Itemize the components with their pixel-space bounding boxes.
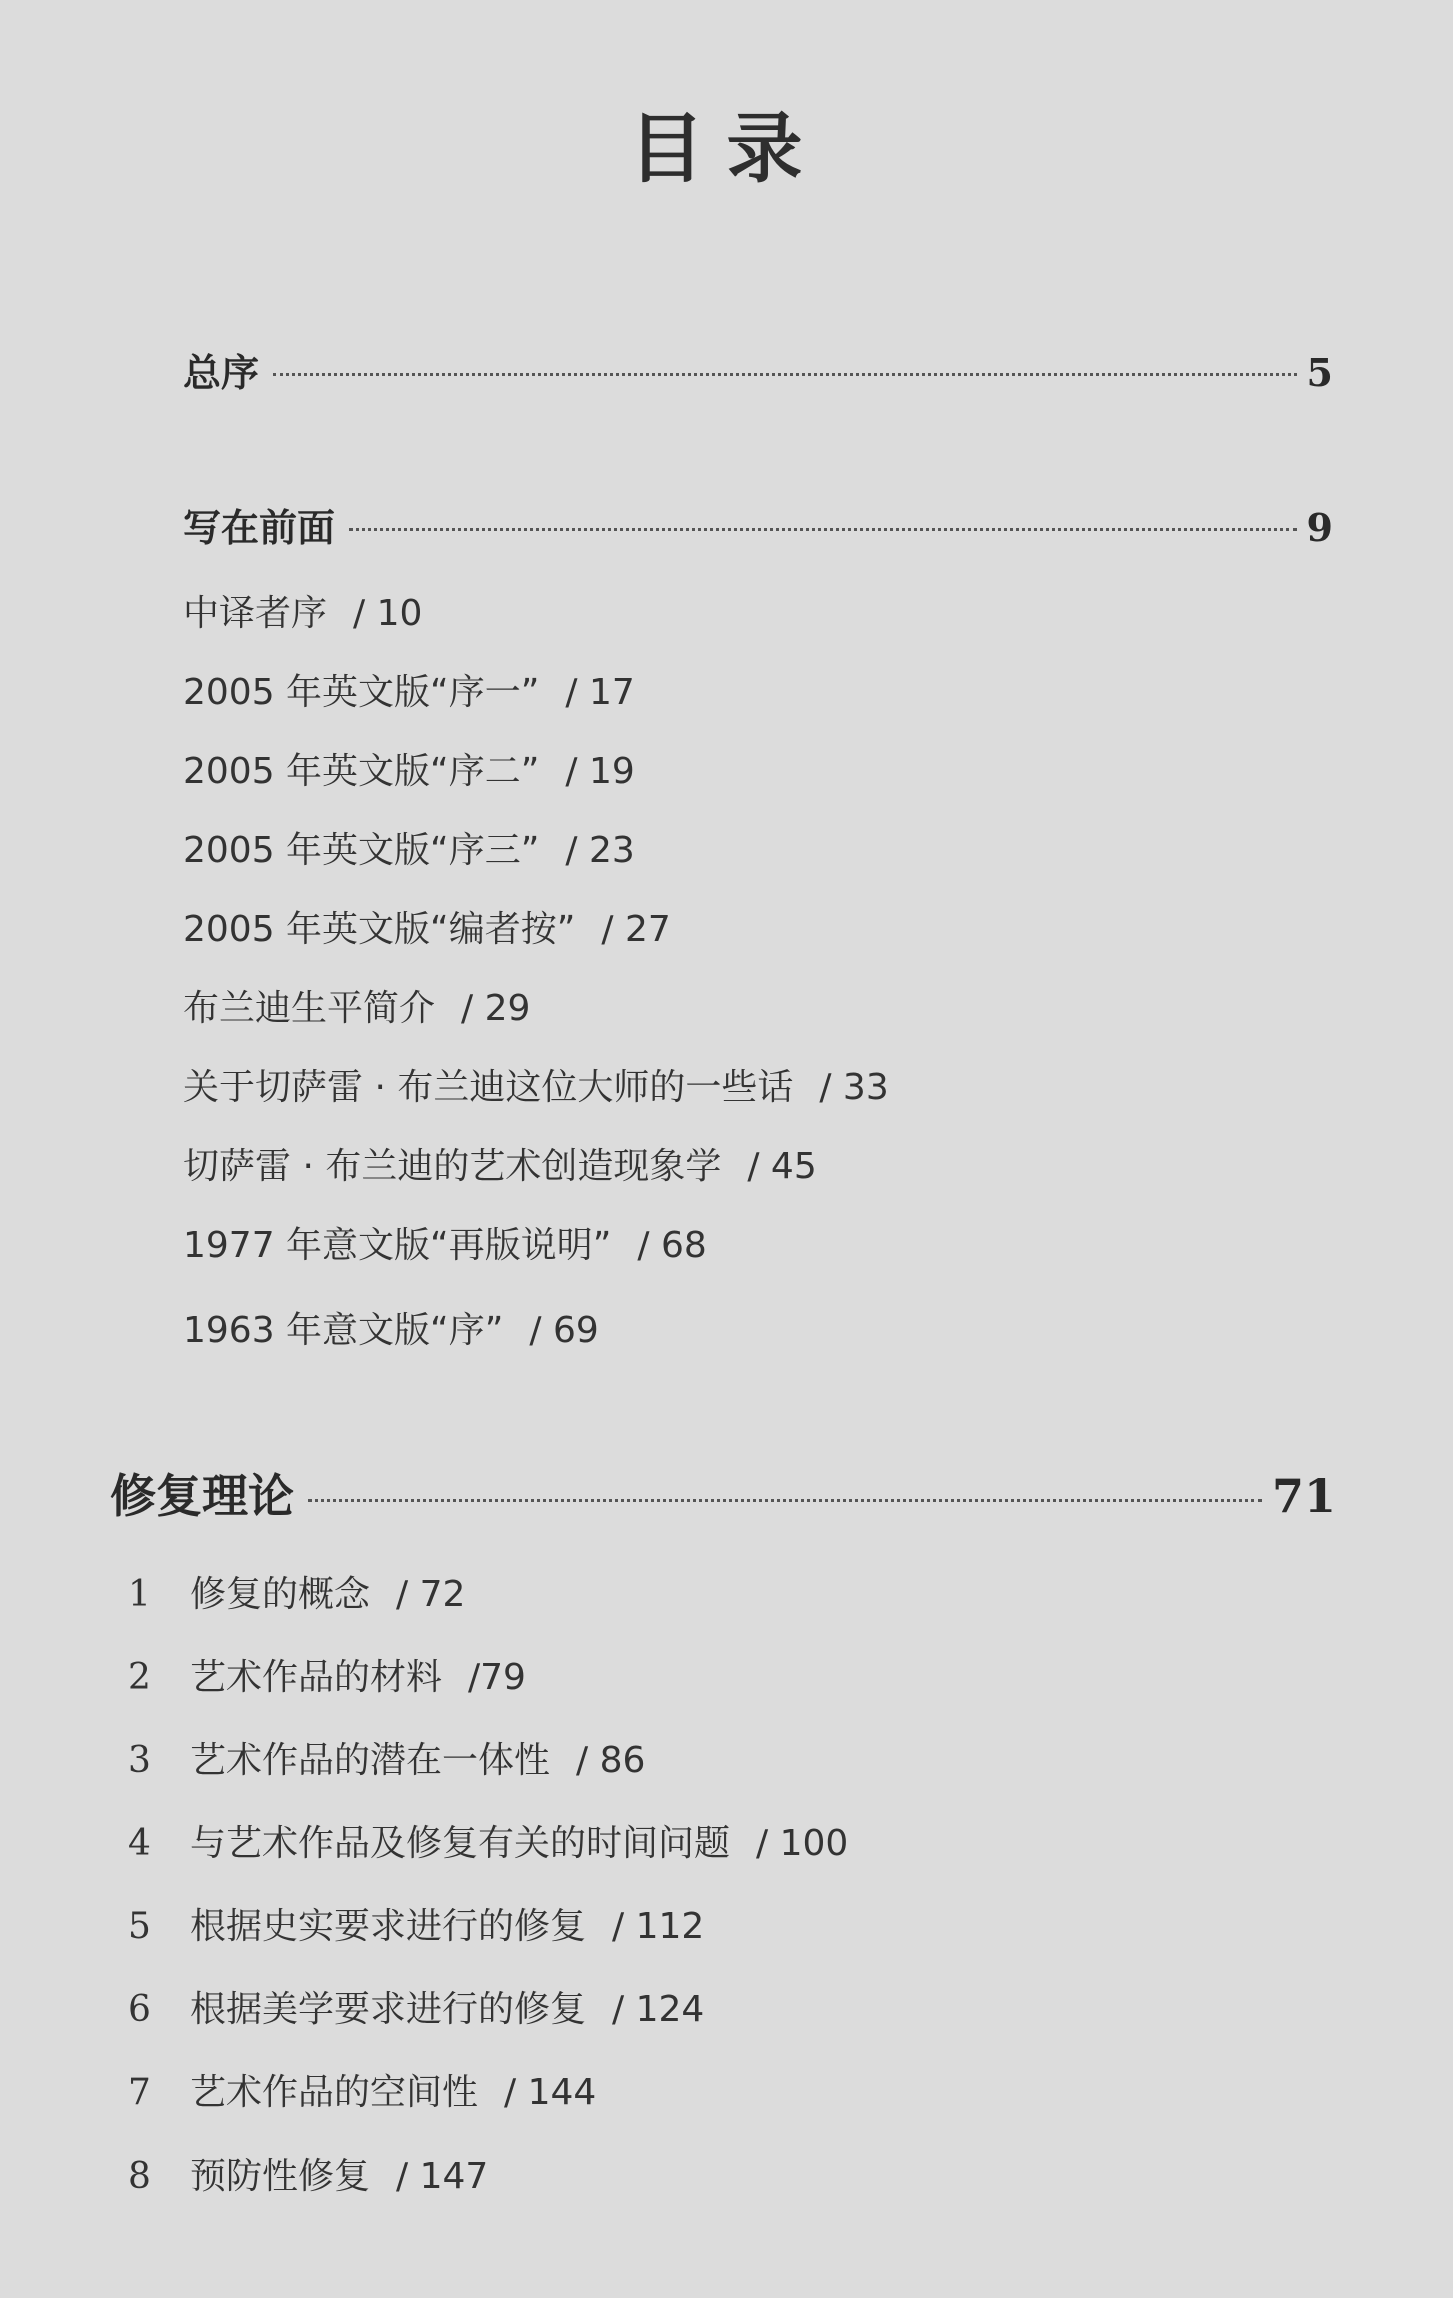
toc-sub-item[interactable]: 2005 年英文版“编者按” / 27: [183, 909, 671, 950]
toc-chapter[interactable]: [128, 1815, 848, 1866]
toc-sub-page: 27: [624, 909, 671, 950]
toc-sub-label: 2005 年英文版“序一”: [183, 672, 540, 713]
toc-entry-page: 5: [1306, 350, 1333, 395]
toc-sub-item[interactable]: 2005 年英文版“序一” / 17: [183, 672, 635, 713]
chapter-page: 79: [480, 1657, 526, 1698]
toc-entry-page: 9: [1306, 505, 1333, 550]
chapter-number: 3: [128, 1740, 151, 1781]
chapter-separator: /: [612, 1989, 625, 2030]
toc-sub-item[interactable]: 2005 年英文版“序三” / 23: [183, 830, 635, 871]
chapter-separator: /: [504, 2072, 517, 2113]
chapter-number: 8: [128, 2156, 151, 2197]
chapter-title: 修复的概念: [190, 1574, 371, 1615]
dot-leader: [273, 373, 1297, 376]
chapter-title: 根据史实要求进行的修复: [190, 1906, 587, 1947]
toc-chapter[interactable]: [128, 1981, 704, 2032]
chapter-page: 147: [419, 2156, 489, 2197]
toc-sub-page: 68: [660, 1225, 707, 1266]
toc-sub-page: 45: [770, 1146, 817, 1187]
toc-sub-page: 69: [552, 1310, 599, 1351]
toc-sub-page: 10: [376, 593, 423, 634]
toc-sub-item[interactable]: 中译者序 / 10: [183, 593, 423, 634]
chapter-title: 根据美学要求进行的修复: [190, 1989, 587, 2030]
chapter-number: 7: [128, 2072, 151, 2113]
chapter-separator: /: [612, 1906, 625, 1947]
toc-sub-item[interactable]: 2005 年英文版“序二” / 19: [183, 751, 635, 792]
toc-sub-page: 33: [842, 1067, 889, 1108]
chapter-page: 144: [527, 2072, 597, 2113]
toc-chapter[interactable]: [128, 2148, 488, 2199]
toc-entry-label: 总序: [183, 350, 260, 395]
toc-sub-label: 2005 年英文版“序三”: [183, 830, 540, 871]
toc-sub-page: 29: [484, 988, 531, 1029]
chapter-number: 5: [128, 1906, 151, 1947]
chapter-page: 72: [419, 1574, 466, 1615]
toc-sub-label: 布兰迪生平简介: [183, 988, 436, 1029]
toc-chapter[interactable]: [128, 2064, 596, 2115]
toc-sub-item[interactable]: 关于切萨雷 · 布兰迪这位大师的一些话 / 33: [183, 1067, 889, 1108]
toc-sub-label: 2005 年英文版“序二”: [183, 751, 540, 792]
chapter-title: 与艺术作品及修复有关的时间问题: [190, 1823, 731, 1864]
chapter-title: 艺术作品的潜在一体性: [190, 1740, 551, 1781]
chapter-title: 艺术作品的空间性: [190, 2072, 479, 2113]
chapter-title: 预防性修复: [190, 2156, 371, 2197]
chapter-title: 艺术作品的材料: [190, 1657, 443, 1698]
toc-chapter[interactable]: [128, 1566, 465, 1617]
chapter-number: 6: [128, 1989, 151, 2030]
toc-entry-foreword[interactable]: [183, 497, 1333, 552]
toc-sub-label: 1977 年意文版“再版说明”: [183, 1225, 612, 1266]
page-title: 目录: [628, 104, 825, 193]
toc-sub-label: 2005 年英文版“编者按”: [183, 909, 576, 950]
toc-chapter[interactable]: [128, 1732, 645, 1783]
toc-sub-label: 关于切萨雷 · 布兰迪这位大师的一些话: [183, 1067, 794, 1108]
chapter-page: 112: [635, 1906, 705, 1947]
dot-leader: [308, 1499, 1262, 1502]
chapter-number: 1: [128, 1574, 151, 1615]
toc-sub-item[interactable]: 1963 年意文版“序” / 69: [183, 1310, 599, 1351]
chapter-separator: /: [396, 1574, 409, 1615]
toc-section-label: 修复理论: [110, 1469, 294, 1523]
chapter-page: 86: [599, 1740, 646, 1781]
toc-sub-label: 切萨雷 · 布兰迪的艺术创造现象学: [183, 1146, 722, 1187]
toc-entry-label: 写在前面: [183, 505, 336, 550]
toc-sub-page: 23: [588, 830, 635, 871]
toc-chapter[interactable]: [128, 1898, 704, 1949]
toc-chapter[interactable]: [128, 1649, 526, 1700]
toc-sub-label: 1963 年意文版“序”: [183, 1310, 504, 1351]
toc-section-restoration-theory[interactable]: [110, 1460, 1336, 1526]
toc-sub-label: 中译者序: [183, 593, 328, 634]
toc-section-page: 71: [1271, 1469, 1336, 1523]
chapter-number: 4: [128, 1823, 151, 1864]
chapter-separator: /: [468, 1657, 481, 1698]
toc-sub-item[interactable]: 布兰迪生平简介 / 29: [183, 988, 531, 1029]
toc-sub-page: 19: [588, 751, 635, 792]
toc-sub-item[interactable]: 1977 年意文版“再版说明” / 68: [183, 1225, 707, 1266]
toc-sub-page: 17: [588, 672, 635, 713]
toc-entry-general-preface[interactable]: [183, 342, 1333, 397]
toc-sub-item[interactable]: 切萨雷 · 布兰迪的艺术创造现象学 / 45: [183, 1146, 817, 1187]
chapter-number: 2: [128, 1657, 151, 1698]
chapter-separator: /: [396, 2156, 409, 2197]
chapter-separator: /: [576, 1740, 589, 1781]
chapter-separator: /: [756, 1823, 769, 1864]
dot-leader: [349, 528, 1297, 531]
chapter-page: 100: [779, 1823, 849, 1864]
chapter-page: 124: [635, 1989, 705, 2030]
